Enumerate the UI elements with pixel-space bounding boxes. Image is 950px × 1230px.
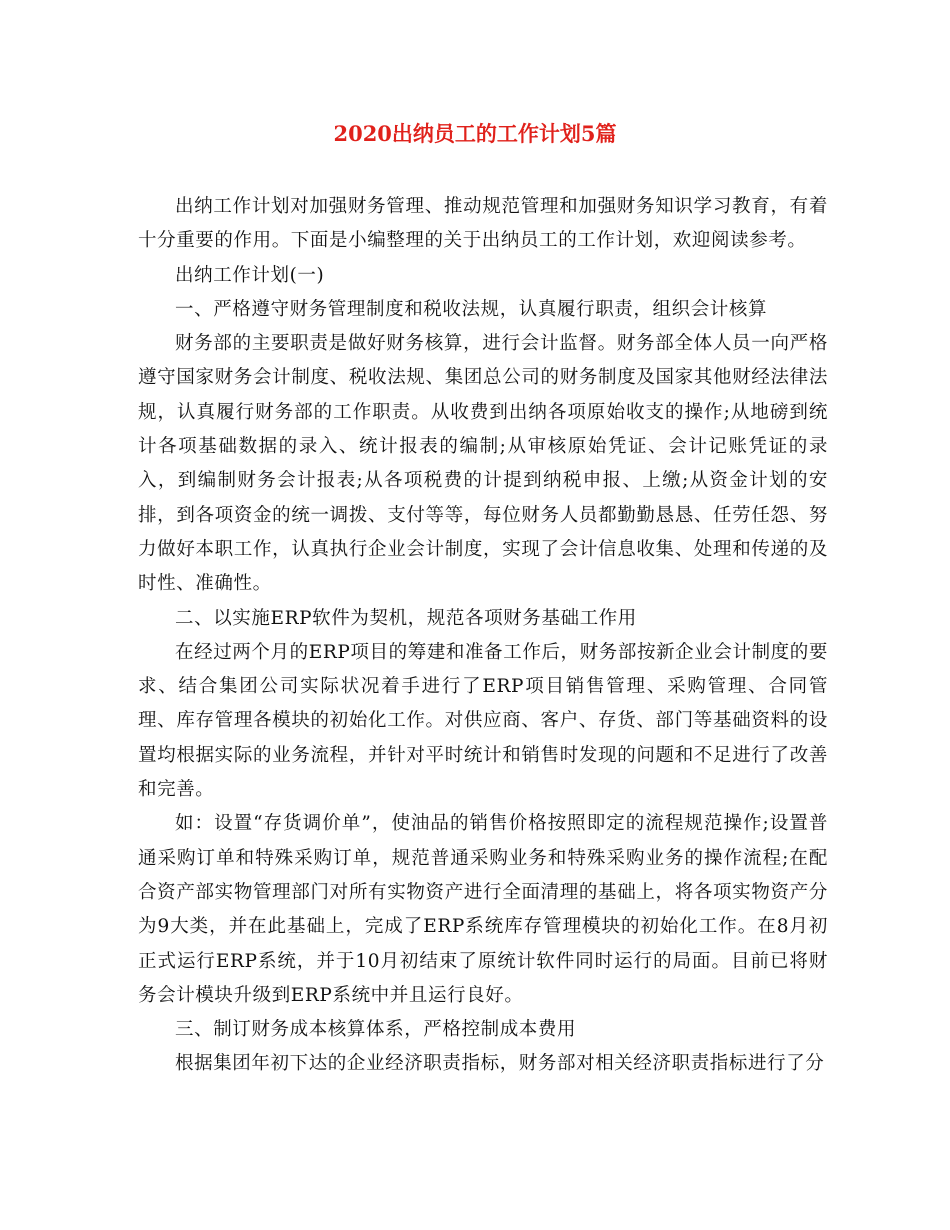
section-heading-3: 三、制订财务成本核算体系，严格控制成本费用 bbox=[175, 1019, 577, 1041]
section-heading-1: 一、严格遵守财务管理制度和税收法规，认真履行职责，组织会计核算 bbox=[175, 298, 768, 320]
paragraph: 如：设置“存货调价单”，使油品的销售价格按照即定的流程规范操作;设置普通采购订单和特殊采购订单，规范普通采购业务和特殊采购业务的操作流程;在配合资产部实物管理部门对所有实物资产进行全面清理的基础上，将各项实物资产分为9大类，并在此基础上，完成了ERP系统库存管理模块的初始化工作。在8月初正式运行ERP系统，并于10月初结束了原统计软件同时运行的局面。目前已将财务会计模块升级到ERP系统中并且运行良好。 bbox=[138, 813, 828, 1006]
paragraph: 财务部的主要职责是做好财务核算，进行会计监督。财务部全体人员一向严格遵守国家财务会计制度、税收法规、集团总公司的财务制度及国家其他财经法律法规，认真履行财务部的工作职责。从收费到出纳各项原始收支的操作;从地磅到统计各项基础数据的录入、统计报表的编制;从审核原始凭证、会计记账凭证的录入，到编制财务会计报表;从各项税费的计提到纳税申报、上缴;从资金计划的安排，到各项资金的统一调拨、支付等等，每位财务人员都勤勤恳恳、任劳任怨、努力做好本职工作，认真执行企业会计制度，实现了会计信息收集、处理和传递的及时性、准确性。 bbox=[138, 333, 828, 595]
document-body bbox=[138, 190, 828, 1082]
paragraph: 在经过两个月的ERP项目的筹建和准备工作后，财务部按新企业会计制度的要求、结合集团公司实际状况着手进行了ERP项目销售管理、采购管理、合同管理、库存管理各模块的初始化工作。对供应商、客户、存货、部门等基础资料的设置均根据实际的业务流程，并针对平时统计和销售时发现的问题和不足进行了改善和完善。 bbox=[138, 641, 828, 801]
paragraph-intro: 出纳工作计划对加强财务管理、推动规范管理和加强财务知识学习教育，有着十分重要的作用。下面是小编整理的关于出纳员工的工作计划，欢迎阅读参考。 bbox=[138, 196, 828, 252]
document-title: 2020出纳员工的工作计划5篇 bbox=[333, 121, 617, 146]
section-heading-2: 二、以实施ERP软件为契机，规范各项财务基础工作用 bbox=[175, 607, 637, 629]
section-heading-plan-1: 出纳工作计划(一) bbox=[175, 264, 325, 286]
paragraph: 根据集团年初下达的企业经济职责指标，财务部对相关经济职责指标进行了分 bbox=[175, 1053, 825, 1075]
